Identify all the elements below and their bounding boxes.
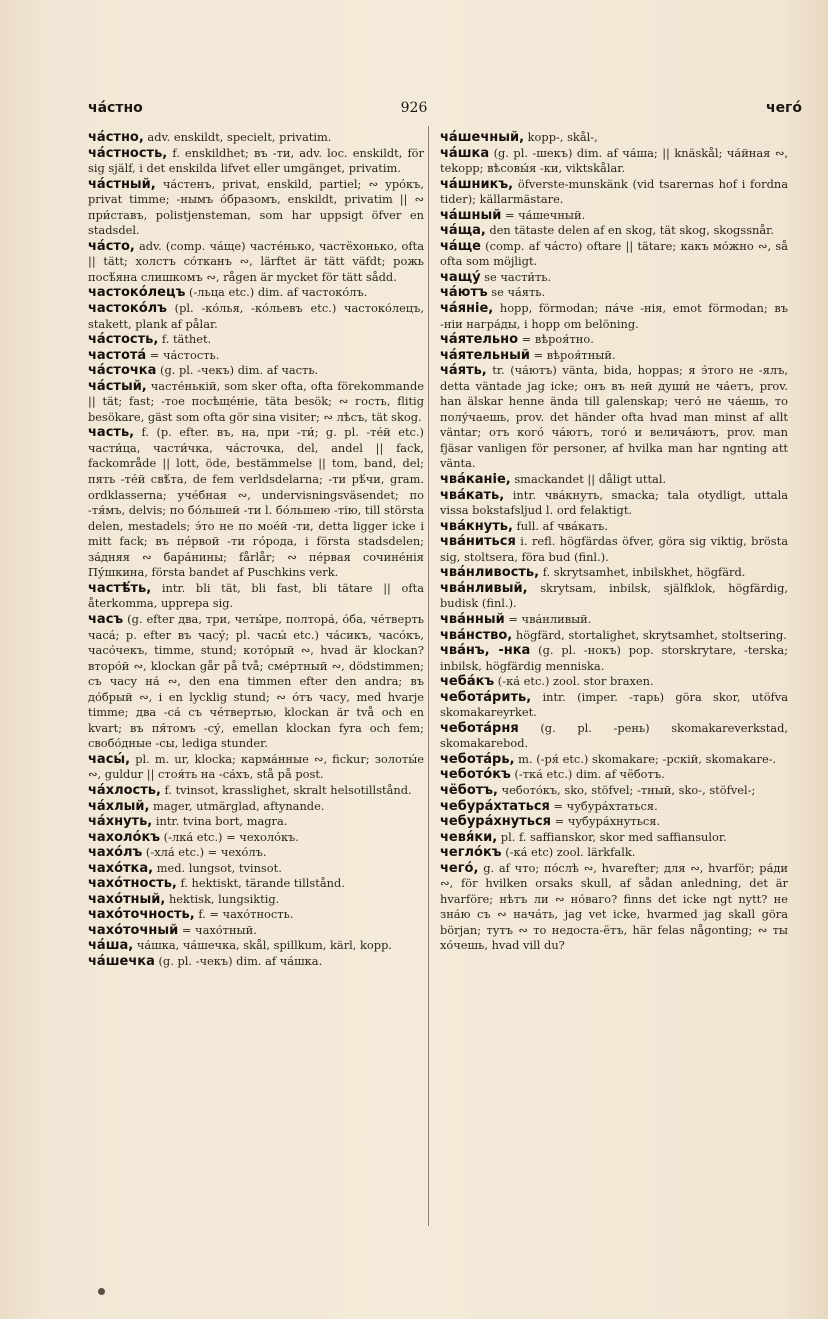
entry-definition: intr. (imper. -тарь) göra skor, utöfva skomakareyrket. [440,689,788,720]
entry-headword: ча́шечка [88,953,155,969]
entry-definition: (-ка́ etc) zool. lärkfalk. [501,845,636,860]
dictionary-entry [440,721,788,752]
entry-definition: (comp. af ча́сто) oftare || tätare; какъ мо́жно ∾, så ofta som möjligt. [440,238,788,269]
dictionary-entry [440,301,788,332]
entry-headword: чебура́хтаться [440,798,550,814]
dictionary-entry [440,612,788,628]
entry-definition: f. = чахо́тность. [194,907,294,922]
dictionary-entry [88,146,424,177]
entry-headword: ча́сточка [88,363,157,379]
entry-headword: ча́ша, [88,938,134,954]
dictionary-entry [88,892,424,908]
entry-definition: = чва́нливый. [504,611,592,626]
dictionary-entry [440,581,788,612]
entry-headword: ча́яніе, [440,301,494,317]
dictionary-entry [440,628,788,644]
dictionary-entry [88,177,424,239]
entry-definition: den tätaste delen af en skog, tät skog, skogssnår. [485,223,774,238]
entry-definition: f. hektiskt, tärande tillstånd. [176,876,345,891]
entry-definition: intr. чва́кнуть, smacka; tala otydligt, uttala vissa bokstafsljud l. ord felaktigt. [440,487,788,518]
entry-headword: чевя́ки, [440,829,498,845]
dictionary-entry [88,379,424,426]
entry-headword: ча́ютъ [440,285,488,301]
dictionary-entry [88,783,424,799]
entry-definition: pl. m. ur, klocka; карма́нные ∾, fickur; золоты́е ∾, guldur || стоя́ть на -са́хъ, stå på post. [88,751,424,782]
entry-headword: часть, [88,425,135,441]
entry-definition: (-льца etc.) dim. af частоко́лъ. [185,285,368,300]
entry-definition: hektisk, lungsiktig. [165,891,280,906]
entry-definition: = вѣроя́тный. [529,347,616,362]
entry-headword: ча́хлость, [88,782,161,798]
entry-headword: ча́шникъ, [440,176,514,192]
entry-headword: чва́кать, [440,487,505,503]
entry-definition: f. (p. efter. въ, на, при -ти́; g. pl. -те́й etc.) части́ца, части́чка, ча́сточка, del, andel || fack, fackområde || lott, öde, bestämmelse || tom, band, del; пять -те́й свѣ́та, de fem verldsdelarna; -ти рѣ́чи, gram. ordklasserna; уче́бная ∾, undervisningsväsendet; по -тя́мъ, delvis; по бо́льшей -ти l. бо́льшею -тію, till största delen, mestadels; э́то не по мое́й -ти, detta ligger icke i mitt fack; въ пе́рвой -ти го́рода, i första stadsdelen; за́дняя ∾ бара́нины; fårlår; ∾ пе́рвая сочине́нія Пу́шкина, första bandet af Puschkins verk. [88,425,424,580]
dictionary-entry [88,363,424,379]
dictionary-entry [440,830,788,846]
entry-definition: (g. pl. -шекъ) dim. af ча́ша; || knäskål; ча́йная ∾, tekopp; вѣсовы́я -ки, viktskålar. [440,145,788,176]
dictionary-entry [440,270,788,286]
entry-definition: = ча́шечный. [501,207,586,222]
entry-definition: full. af чва́кать. [512,518,609,533]
entry-definition: mager, utmärglad, aftynande. [149,798,325,813]
entry-headword: чва́кнуть, [440,518,513,534]
entry-definition: f. tvinsot, krasslighet, skralt helsotillstånd. [160,782,412,797]
dictionary-entry [88,239,424,286]
entry-headword: ча́стно, [88,130,144,145]
entry-headword: чебура́хнуться [440,814,552,830]
entry-headword: чва́ниться [440,534,516,550]
page-number: 926 [400,100,428,116]
dictionary-entry [88,301,424,332]
dictionary-entry [88,907,424,923]
dictionary-entry [88,332,424,348]
dictionary-entry [88,954,424,970]
dictionary-entry [88,861,424,877]
entry-definition: = чахо́тный. [178,922,257,937]
dictionary-entry [440,348,788,364]
entry-headword: чащу́ [440,269,481,285]
entry-definition: (-тка́ etc.) dim. af чёботъ. [510,767,665,782]
dictionary-entry [440,519,788,535]
entry-headword: чва́нство, [440,627,513,643]
dictionary-entry [88,581,424,612]
dictionary-entry [88,799,424,815]
entry-headword: ча́сто, [88,238,135,254]
entry-definition: högfärd, stortalighet, skrytsamhet, stoltsering. [512,627,787,642]
entry-definition: чебото́къ, sko, stöfvel; -тный, sko-, stöfvel-; [498,782,756,797]
entry-definition: se части́ть. [480,269,552,284]
dictionary-entry [440,752,788,768]
entry-headword: чегло́къ [440,845,502,861]
entry-definition: (g. pl. -чекъ) dim. af часть. [156,363,319,378]
entry-definition: se ча́ять. [487,285,546,300]
dictionary-entry [88,285,424,301]
dictionary-entry [440,472,788,488]
entry-headword: чва́нливость, [440,565,540,581]
entry-headword: чва́нный [440,611,505,627]
dictionary-entry [88,130,424,146]
entry-definition: ча́стенъ, privat, enskild, partiel; ∾ уро́къ, privat timme; -нымъ о́бразомъ, enskildt, privatim || ∾ при́ставъ, polistjensteman, som har uppsigt öfver en stadsdel. [88,176,424,238]
entry-definition: = чубура́хтаться. [549,798,658,813]
entry-definition: (-хла́ etc.) = чехо́лъ. [142,845,267,860]
entry-headword: ча́ща, [440,223,486,239]
entry-headword: ча́стность, [88,145,168,161]
entry-headword: ча́ять, [440,363,487,379]
entry-definition: (g. pl. -рень) skomakareverkstad, skomakarebod. [440,720,788,751]
entry-definition: smackandet || dåligt uttal. [510,472,667,487]
dictionary-entry [440,239,788,270]
dictionary-entry [440,223,788,239]
entry-headword: чахо́точный [88,922,179,938]
dictionary-entry [440,534,788,565]
left-column [88,130,424,970]
entry-headword: ча́хлый, [88,798,150,814]
entry-definition: = ча́стость. [146,347,220,362]
entry-headword: чебота́рь, [440,751,515,767]
entry-headword: частота́ [88,347,147,363]
entry-headword: ча́шка [440,145,490,161]
entry-headword: частѣ́ть, [88,580,152,596]
entry-headword: ча́стый, [88,378,147,394]
entry-headword: чебото́къ [440,767,511,783]
entry-definition: f. skrytsamhet, inbilskhet, högfärd. [539,565,746,580]
entry-definition: adv. enskildt, specielt, privatim. [143,130,332,144]
entry-definition: tr. (ча́ютъ) vänta, bida, hoppas; я э́того не -ялъ, detta väntade jag icke; онъ въ ней души́ не ча́етъ, prov. han älskar henne ända till galenskap; чего́ не ча́ешь, то полу́чаешь, prov. det händer ofta hvad man minst af allt väntar; отъ кого́ ча́ютъ, того́ и велича́ютъ, prov. man fjäsar vanligen för personer, af hvilka man har ngnting att vänta. [440,363,788,471]
running-head-left: ча́стно [88,100,143,116]
ink-spot [98,1288,105,1295]
dictionary-entry [440,767,788,783]
entry-headword: чеба́къ [440,674,495,690]
entry-definition: (g. efter два, три, четы́ре, полтора́, о́ба, че́тверть часа́; p. efter въ часу́; pl. часы́ etc.) ча́сикъ, часо́къ, часо́чекъ, timme, stund; кото́рый ∾, hvad är klockan? второ́й ∾, klockan går på två; сме́ртный ∾, dödstimmen; съ часу на́ ∾, den ena timmen efter den andra; въ до́брый ∾, i en lycklig stund; ∾ о́тъ часу, med hvarje timme; два -са́ съ че́твертью, klockan är två och en kvart; въ пя́томъ -су́, emellan klockan fyra och fem; свобо́дные -сы, lediga stunder. [88,611,424,751]
dictionary-entry [440,674,788,690]
entry-headword: ча́ятельный [440,347,530,363]
dictionary-entry [440,146,788,177]
entry-headword: чахо́тка, [88,860,154,876]
entry-headword: частоко́лъ [88,301,167,317]
dictionary-entry [440,488,788,519]
dictionary-entry [88,845,424,861]
entry-headword: ча́ще [440,238,481,254]
dictionary-entry [440,565,788,581]
entry-headword: часы́, [88,751,131,767]
dictionary-entry [440,861,788,954]
entry-headword: ча́стость, [88,332,159,348]
entry-definition: adv. (comp. ча́ще) часте́нько, частёхонько, ofta || tätt; холстъ со́тканъ ∾, lärftet är tätt väfdt; рожь посѣ́яна слишкомъ ∾, rågen är mycket för tätt sådd. [88,238,424,284]
entry-headword: чего́, [440,860,479,876]
entry-definition: (-ка́ etc.) zool. stor braxen. [494,674,654,689]
dictionary-entry [440,285,788,301]
entry-definition: (pl. -ко́лья, -ко́льевъ etc.) частоко́лецъ, stakett, plank af pålar. [88,301,424,331]
entry-definition: f. täthet. [158,332,212,347]
entry-headword: чахоло́къ [88,829,161,845]
dictionary-entry [440,814,788,830]
dictionary-entry [88,425,424,580]
entry-headword: ча́хнуть, [88,814,153,830]
entry-headword: ча́стный, [88,176,156,192]
entry-definition: intr. tvina bort, magra. [152,814,288,829]
entry-headword: чва́нливый, [440,580,528,596]
entry-definition: m. (-ря́ etc.) skomakare; -рскій, skomakare-. [514,751,777,766]
entry-headword: чва́каніе, [440,472,511,488]
dictionary-entry [440,845,788,861]
dictionary-entry [88,752,424,783]
entry-definition: i. refl. högfärdas öfver, göra sig viktig, brösta sig, stoltsera, föra bud (finl.). [440,534,788,564]
entry-headword: чахо́тный, [88,891,166,907]
entry-definition: (-лка́ etc.) = чехоло́къ. [160,829,299,844]
right-column [440,130,788,954]
dictionary-entry [440,799,788,815]
dictionary-entry [88,814,424,830]
dictionary-entry [440,363,788,472]
entry-headword: чахо́лъ [88,845,143,861]
dictionary-entry [88,612,424,752]
entry-headword: ча́ятельно [440,332,519,348]
entry-definition: hopp, förmodan; па́че -нія, emot förmodan; въ -ніи награ́ды, i hopp om belöning. [440,301,788,331]
entry-definition: med. lungsot, tvinsot. [153,860,282,875]
dictionary-entry [440,332,788,348]
entry-headword: ча́шный [440,207,502,223]
dictionary-entry [88,923,424,939]
dictionary-entry [88,348,424,364]
entry-definition: f. enskildhet; въ -ти, adv. loc. enskildt, för sig själf, i det enskilda lifvet eller umgänget, privatim. [88,145,424,176]
entry-headword: частоко́лецъ [88,285,186,301]
entry-definition: skrytsam, inbilsk, själfklok, högfärdig, budisk (finl.). [440,580,788,611]
entry-definition: pl. f. saffianskor, skor med saffiansulor. [497,829,727,844]
entry-headword: чва́нъ, -нка [440,643,531,659]
dictionary-entry [88,876,424,892]
dictionary-entry [88,830,424,846]
entry-headword: чебота́рить, [440,689,532,705]
dictionary-entry [88,938,424,954]
dictionary-entry [440,208,788,224]
running-head-right: чего́ [765,100,802,116]
entry-definition: g. af что; по́слѣ ∾, hvarefter; для ∾, hvarför; ра́ди ∾, för hvilken orsaks skull, af sådan anledning, det är hvarföre; нѣтъ ли ∾ но́ваго? finns det icke ngt nytt? не зна́ю съ ∾ нача́ть, jag vet icke, hvarmed jag skall göra början; тутъ ∾ то недоста-ётъ, här felas någonting; ∾ ты хо́чешь, hvad vill du? [440,860,788,953]
entry-definition: (g. pl. -нокъ) pop. storskrytare, -terska; inbilsk, högfärdig menniska. [440,643,788,673]
entry-headword: чёботъ, [440,782,498,798]
dictionary-entry [440,177,788,208]
dictionary-entry [440,130,788,146]
entry-definition: часте́нькій, som sker ofta, ofta förekommande || tät; fast; -тое посѣще́ніе, täta besök; ∾ гость, flitig besökare, gäst som ofta gör sina visiter; ∾ лѣсъ, tät skog. [88,378,424,424]
entry-definition: (g. pl. -чекъ) dim. af ча́шка. [154,953,323,968]
entry-definition: öfverste-munskänk (vid tsarernas hof i fordna tider); källarmästare. [440,176,788,207]
dictionary-entry [440,643,788,674]
entry-headword: ча́шечный, [440,130,525,145]
entry-headword: часъ [88,611,124,627]
entry-definition: ча́шка, ча́шечка, skål, spillkum, kärl, kopp. [133,938,392,953]
dictionary-entry [440,690,788,721]
entry-headword: чебота́рня [440,720,519,736]
dictionary-entry [440,783,788,799]
entry-headword: чахо́тность, [88,876,177,892]
entry-definition: = чубура́хнуться. [551,814,661,829]
entry-headword: чахо́точность, [88,907,195,923]
entry-definition: kopp-, skål-, [524,130,598,144]
column-divider [428,126,429,1226]
entry-definition: = вѣроя́тно. [518,332,594,347]
entry-definition: intr. bli tät, bli fast, bli tätare || ofta återkomma, upprepa sig. [88,580,424,611]
